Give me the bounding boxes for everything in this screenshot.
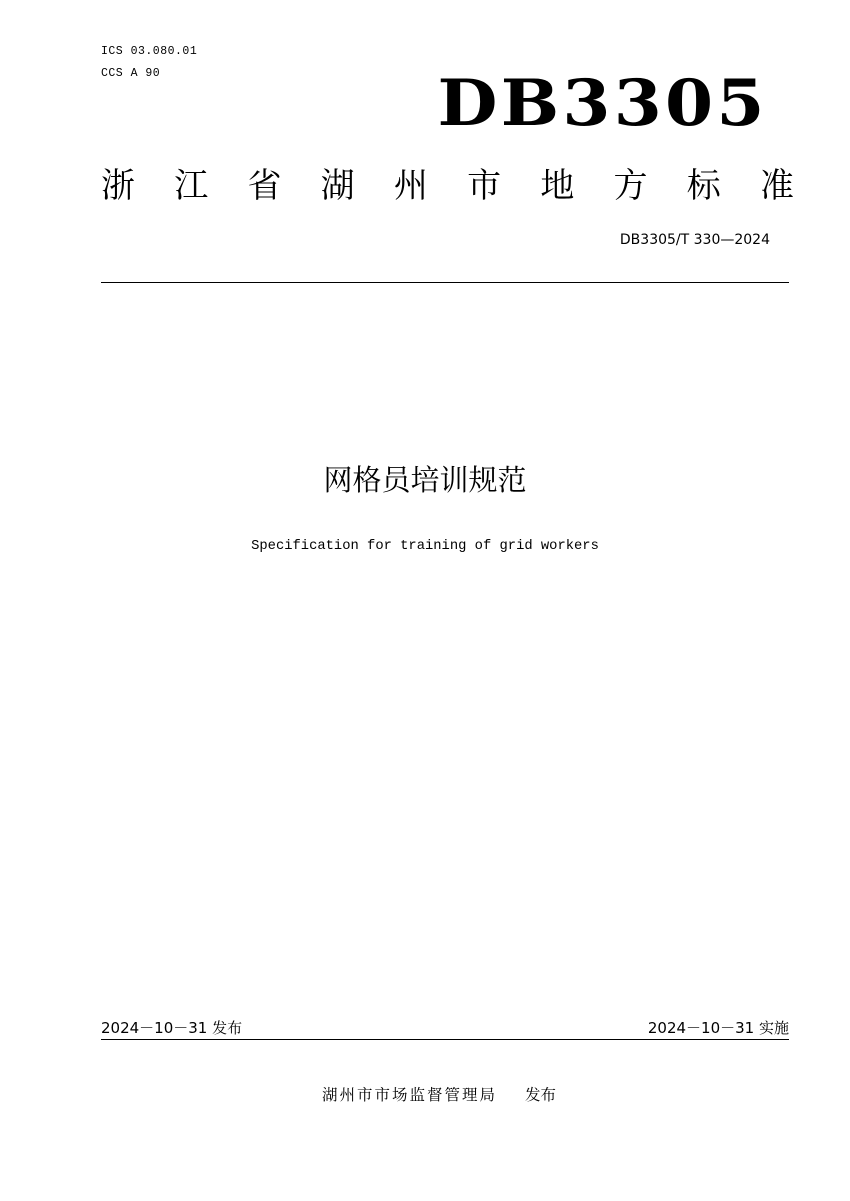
issuer-title-char: 浙 <box>101 166 135 206</box>
issue-action: 发布 <box>525 1086 557 1104</box>
top-divider <box>101 282 789 283</box>
issuer-title-char: 州 <box>393 166 428 206</box>
standard-code-logo: DB3305 <box>437 66 768 141</box>
document-number: DB3305/T 330—2024 <box>619 232 770 248</box>
issuer-title-char: 江 <box>174 166 209 206</box>
issuer-title-char: 标 <box>686 166 721 206</box>
issuer-title-char: 准 <box>759 166 794 206</box>
ccs-code: CCS A 90 <box>101 67 161 80</box>
issuer-title <box>101 164 794 208</box>
issuer-title-char: 湖 <box>320 166 355 206</box>
issuer-title-char: 市 <box>467 166 502 206</box>
document-title-english: Specification for training of grid workers <box>251 539 599 554</box>
issuer-title-char: 地 <box>540 166 575 206</box>
implementation-date: 2024－10－31 实施 <box>647 1019 789 1037</box>
issuing-organization: 湖州市市场监督管理局 <box>322 1086 498 1104</box>
issuer-title-char: 省 <box>247 166 282 206</box>
issuer-title-char: 方 <box>613 166 648 206</box>
ics-code: ICS 03.080.01 <box>101 45 198 58</box>
publish-date: 2024－10－31 发布 <box>101 1019 243 1037</box>
issuing-authority <box>322 1085 556 1105</box>
bottom-divider <box>101 1039 789 1040</box>
document-title-chinese: 网格员培训规范 <box>323 463 527 497</box>
